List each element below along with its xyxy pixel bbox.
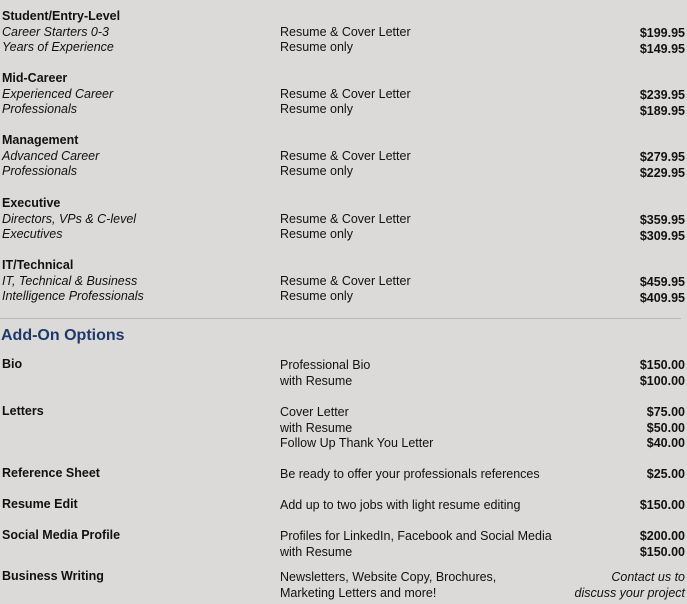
addon-line: Be ready to offer your professionals references xyxy=(280,467,540,481)
package-resume-only: Resume only xyxy=(280,164,353,179)
tier-packages xyxy=(280,274,540,305)
tier-description-line: Professionals xyxy=(2,164,78,179)
tier-prices xyxy=(565,213,685,244)
tier-packages xyxy=(280,87,540,118)
addon-business-writing xyxy=(0,569,687,601)
addon-name: Reference Sheet xyxy=(2,466,100,480)
addon-name: Business Writing xyxy=(2,569,104,583)
tier-it-technical xyxy=(0,258,687,318)
addon-line: with Resume xyxy=(280,420,353,435)
price-resume-only: $189.95 xyxy=(639,103,685,118)
addon-line: Newsletters, Website Copy, Brochures, xyxy=(280,570,497,584)
section-divider xyxy=(0,318,681,319)
package-resume-only: Resume only xyxy=(280,227,353,242)
addon-price: $150.00 xyxy=(639,358,685,372)
price-resume-only: $309.95 xyxy=(639,228,685,243)
tier-name: IT/Technical xyxy=(2,258,74,272)
addon-reference-sheet xyxy=(0,466,687,482)
tier-description xyxy=(2,87,272,118)
tier-description-line: IT, Technical & Business xyxy=(2,273,138,288)
addon-prices xyxy=(545,358,685,389)
addon-line: Cover Letter xyxy=(280,405,349,419)
tier-description-line: Career Starters 0-3 xyxy=(2,24,109,39)
tier-prices xyxy=(565,150,685,181)
addon-prices xyxy=(545,529,685,560)
addon-prices xyxy=(545,498,685,514)
addon-description xyxy=(280,467,580,483)
tier-description-line: Advanced Career xyxy=(2,148,100,163)
price-resume-cover-letter: $459.95 xyxy=(639,275,685,289)
addon-bio xyxy=(0,357,687,389)
addon-name: Letters xyxy=(2,404,44,418)
tier-prices xyxy=(565,275,685,306)
addon-social-media-profile xyxy=(0,528,687,560)
addon-price: $150.00 xyxy=(639,544,685,559)
addon-prices xyxy=(545,570,685,601)
addon-price: $200.00 xyxy=(639,529,685,543)
addon-price: $75.00 xyxy=(646,405,685,419)
addon-contact-line: discuss your project xyxy=(574,585,685,600)
tier-student-entry-level xyxy=(0,9,687,69)
tier-description-line: Professionals xyxy=(2,102,78,117)
tier-prices xyxy=(565,88,685,119)
addon-line: Marketing Letters and more! xyxy=(280,585,437,600)
package-resume-only: Resume only xyxy=(280,40,353,55)
tier-executive xyxy=(0,196,687,256)
package-resume-cover-letter: Resume & Cover Letter xyxy=(280,86,411,101)
tier-description-line: Experienced Career xyxy=(2,86,114,101)
tier-packages xyxy=(280,212,540,243)
addon-line: Professional Bio xyxy=(280,358,371,372)
tier-packages xyxy=(280,149,540,180)
addon-line: Follow Up Thank You Letter xyxy=(280,436,434,451)
package-resume-only: Resume only xyxy=(280,102,353,117)
addon-description xyxy=(280,358,580,389)
tier-description-line: Directors, VPs & C-level xyxy=(2,211,137,226)
tier-name: Executive xyxy=(2,196,61,210)
price-resume-cover-letter: $359.95 xyxy=(639,213,685,227)
addon-name: Social Media Profile xyxy=(2,528,121,542)
addon-price: $50.00 xyxy=(646,420,685,435)
addon-price: $40.00 xyxy=(646,436,685,451)
addon-line: Add up to two jobs with light resume editing xyxy=(280,498,521,512)
addon-description xyxy=(280,570,580,601)
price-resume-cover-letter: $239.95 xyxy=(639,88,685,102)
addon-price: $150.00 xyxy=(639,498,685,512)
price-resume-cover-letter: $279.95 xyxy=(639,150,685,164)
price-resume-cover-letter: $199.95 xyxy=(639,26,685,40)
tier-prices xyxy=(565,26,685,57)
tier-description-line: Years of Experience xyxy=(2,40,114,55)
addon-price: $25.00 xyxy=(646,467,685,481)
price-resume-only: $229.95 xyxy=(639,165,685,180)
addon-options-heading: Add-On Options xyxy=(1,327,125,344)
package-resume-cover-letter: Resume & Cover Letter xyxy=(280,211,411,226)
price-resume-only: $409.95 xyxy=(639,290,685,305)
addon-name: Bio xyxy=(2,357,23,371)
addon-line: with Resume xyxy=(280,373,353,388)
tier-name: Management xyxy=(2,133,79,147)
addon-description xyxy=(280,498,580,514)
addon-line: Profiles for LinkedIn, Facebook and Social Media xyxy=(280,529,552,543)
tier-description xyxy=(2,149,272,180)
addon-name: Resume Edit xyxy=(2,497,78,511)
package-resume-cover-letter: Resume & Cover Letter xyxy=(280,24,411,39)
price-resume-only: $149.95 xyxy=(639,41,685,56)
addon-line: with Resume xyxy=(280,544,353,559)
tier-description-line: Intelligence Professionals xyxy=(2,289,144,304)
addon-prices xyxy=(545,467,685,483)
addon-price: $100.00 xyxy=(639,373,685,388)
package-resume-cover-letter: Resume & Cover Letter xyxy=(280,148,411,163)
addon-description xyxy=(280,529,580,560)
addon-description xyxy=(280,405,580,452)
tier-description xyxy=(2,212,272,243)
tier-name: Mid-Career xyxy=(2,71,68,85)
tier-name: Student/Entry-Level xyxy=(2,9,121,23)
tier-description xyxy=(2,274,272,305)
addon-prices xyxy=(545,405,685,452)
tier-mid-career xyxy=(0,71,687,131)
tier-description xyxy=(2,25,272,56)
addon-contact-line: Contact us to xyxy=(611,570,685,584)
package-resume-only: Resume only xyxy=(280,289,353,304)
package-resume-cover-letter: Resume & Cover Letter xyxy=(280,273,411,288)
tier-management xyxy=(0,133,687,193)
tier-packages xyxy=(280,25,540,56)
addon-letters xyxy=(0,404,687,452)
tier-description-line: Executives xyxy=(2,227,63,242)
addon-resume-edit xyxy=(0,497,687,513)
